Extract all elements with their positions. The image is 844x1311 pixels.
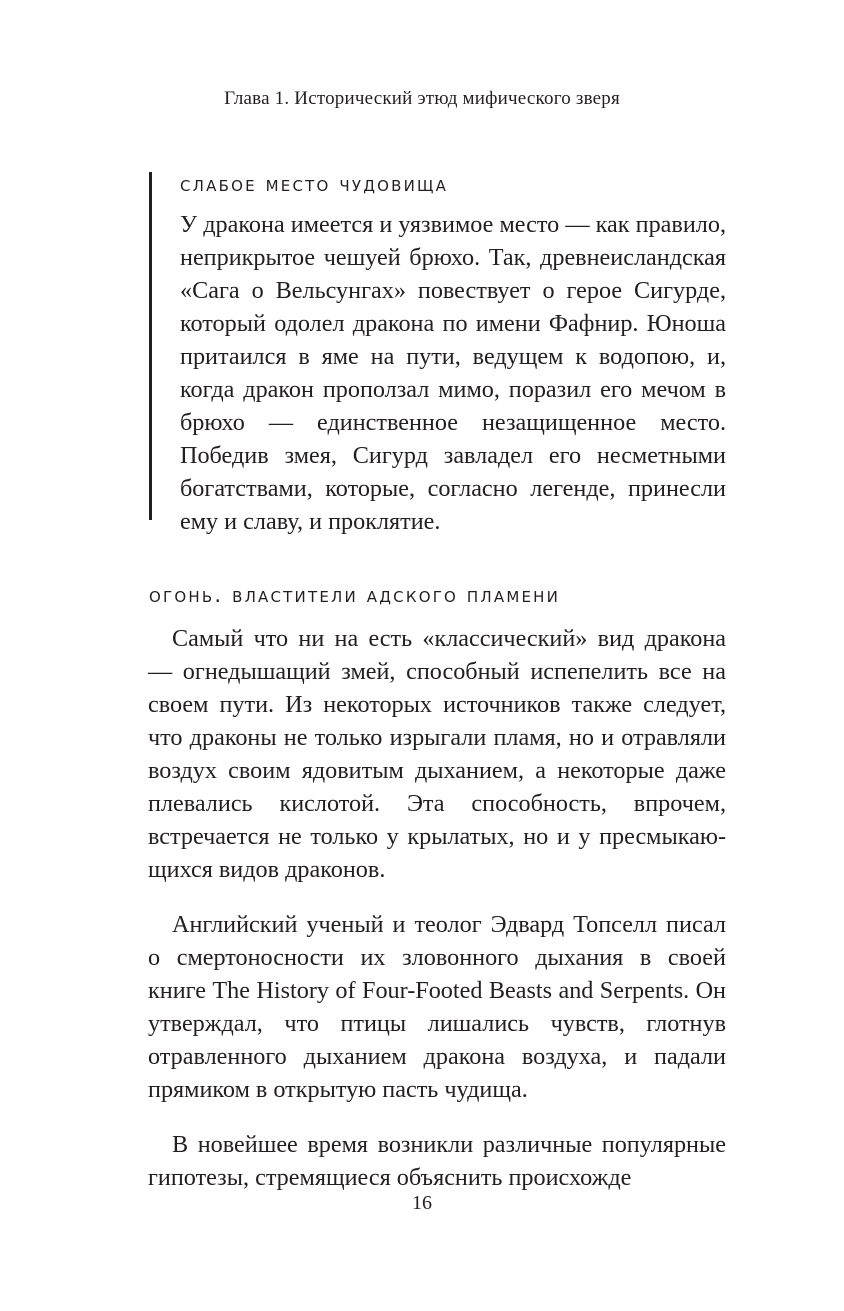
section-heading: огонь. властители адского пламени	[149, 583, 561, 607]
body-paragraph: В новейшее время возникли различные популярные гипотезы, стремящиеся объяснить происхожде	[148, 1131, 726, 1191]
sidebar-paragraph: У дракона имеется и уязвимое место — как правило, неприкрытое чешуей брюхо. Так, древнеисландская «Сага о Вельсунгах» повествует о герое Сигурде, который одолел дракона по имени Фафнир. Юноша притаился в яме на пути, ведущем к водопою, и, когда дракон проползал мимо, поразил его мечом в брюхо — единственное незащищенное место. Победив змея, Сигурд завладел его несметными богатствами, которые, согласно легенде, принесли ему и славу, и проклятие.	[180, 211, 726, 535]
body-text	[148, 622, 726, 1216]
sidebar-vertical-rule	[149, 172, 152, 520]
page-number: 16	[412, 1192, 432, 1214]
body-paragraph: Самый что ни на есть «классический» вид дракона — огнедышащий змей, способный испепелить все на своем пути. Из некоторых источников также следует, что драконы не только изрыгали пламя, но и отравляли воздух своим ядовитым дыханием, а некоторые даже плевались кислотой. Эта способность, впрочем, встречается не только у крылатых, но и у пресмыкающихся видов драконов.	[148, 625, 726, 883]
body-paragraph: Английский ученый и теолог Эдвард Топселл писал о смертоносности их зловонного дыхания в своей книге The History of Four-Footed Beasts and Serpents. Он утверждал, что птицы лишались чувств, глотнув отравленного дыханием дракона воздуха, и падали прямиком в открытую пасть чудища.	[148, 911, 726, 1103]
sidebar-box	[149, 172, 729, 535]
sidebar-heading: слабое место чудовища	[180, 172, 449, 196]
running-header: Глава 1. Исторический этюд мифического зверя	[224, 88, 620, 109]
